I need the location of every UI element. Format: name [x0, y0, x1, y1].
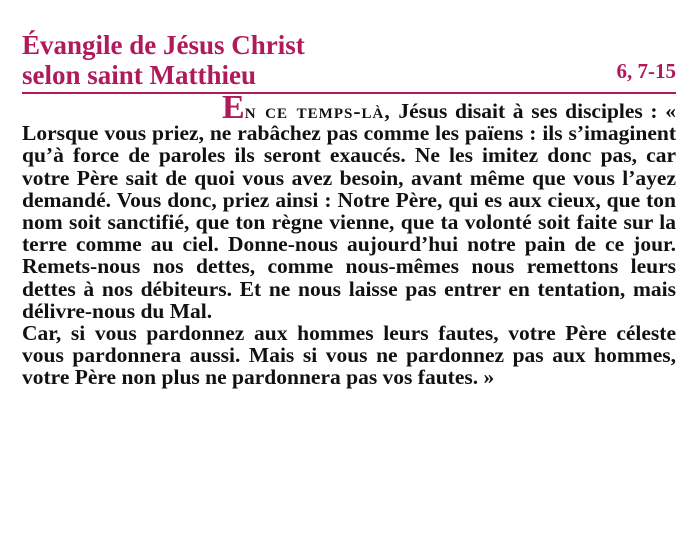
opening-smallcaps: n ce temps-là, — [244, 99, 391, 123]
paragraph-1-text: Jésus disait à ses disciples : « Lorsque vous priez, ne rabâchez pas comme les païens : ils s’imaginent qu’à force de paroles ils seront exaucés. Ne les imitez donc pas, car votre Père sait de quoi vous avez besoin, avant même que vous l’ayez demandé. Vous donc, priez ainsi : Notre Père, qui es aux cieux, que ton nom soit sanctifié, que ton règne vienne, que ta volonté soit faite sur la terre comme au ciel. Donne-nous aujourd’hui notre pain de ce jour. Remets-nous nos dettes, comme nous-mêmes nous remettons leurs dettes à nos débiteurs. Et ne nous laisse pas entrer en tentation, mais délivre-nous du Mal. — [22, 99, 676, 323]
gospel-heading — [22, 30, 676, 90]
drop-cap: E — [222, 89, 245, 126]
heading-title-line2: selon saint Matthieu — [22, 60, 257, 90]
gospel-page — [22, 30, 676, 389]
gospel-text — [22, 89, 676, 390]
heading-divider — [22, 92, 676, 94]
heading-title-line1: Évangile de Jésus Christ — [22, 30, 305, 60]
paragraph-1 — [22, 89, 676, 323]
scripture-reference: 6, 7-15 — [616, 59, 676, 83]
paragraph-2: Car, si vous pardonnez aux hommes leurs fautes, votre Père céleste vous pardonnera aussi. Mais si vous ne pardonnez pas aux hommes, votre Père non plus ne pardonnera pas vos fautes. » — [22, 321, 676, 390]
